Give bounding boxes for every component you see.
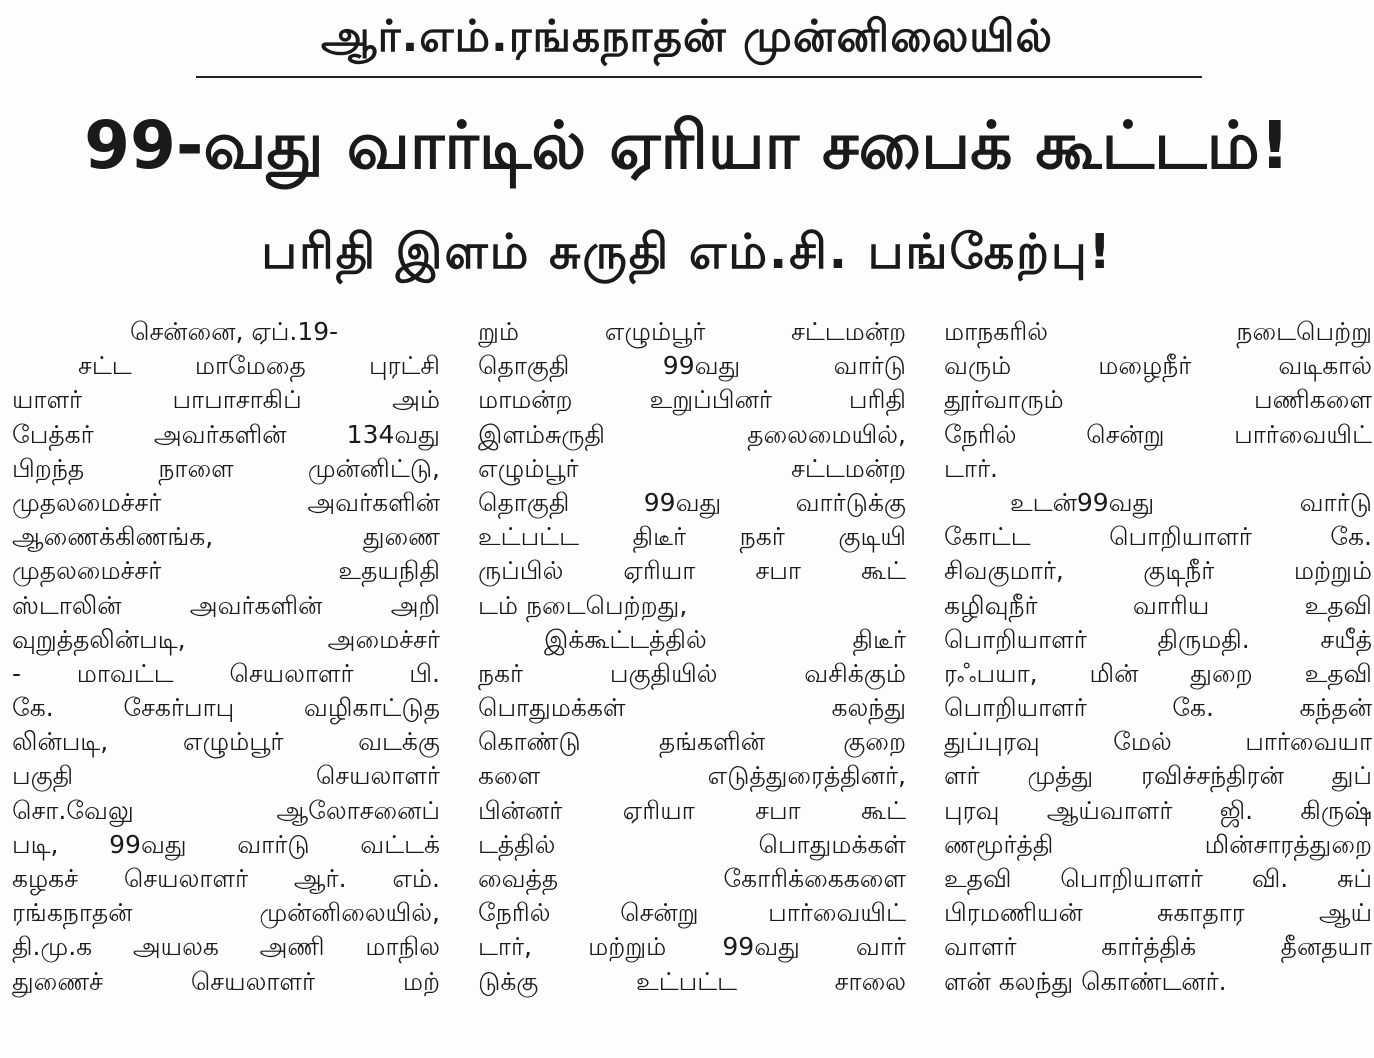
article-line: யாளர் பாபாசாகிப் அம் xyxy=(12,385,440,415)
article-line: சிவகுமார், குடிநீர் மற்றும் xyxy=(944,556,1372,586)
article-line: சொ.வேலு ஆலோசனைப் xyxy=(12,795,440,825)
article-line: ஸ்டாலின் அவர்களின் அறி xyxy=(12,590,440,620)
kicker-line: ஆர்.எம்.ரங்கநாதன் முன்னிலையில் xyxy=(320,11,1054,62)
article-line: படி, 99வது வார்டு வட்டக் xyxy=(12,829,440,859)
article-line: உதவி பொறியாளர் வி. சுப் xyxy=(944,864,1372,893)
article-line: பொதுமக்கள் கலந்து xyxy=(478,693,906,723)
headline: 99-வது வார்டில் ஏரியா சபைக் கூட்டம்! xyxy=(84,107,1290,184)
article-line: கழகச் செயலாளர் ஆர். எம். xyxy=(12,864,440,893)
article-line: சென்னை, ஏப்.19- xyxy=(130,317,339,346)
article-line: தொகுதி 99வது வார்டுக்கு xyxy=(478,487,906,517)
article-line: ரங்கநாதன் முன்னிலையில், xyxy=(12,898,440,928)
article-line: உடன்99வது வார்டு xyxy=(1010,487,1372,517)
article-line: கே. சேகர்பாபு வழிகாட்டுத xyxy=(12,693,440,723)
article-line: - மாவட்ட செயலாளர் பி. xyxy=(12,658,440,688)
article-line: நகர் பகுதியில் வசிக்கும் xyxy=(478,658,906,688)
article-line: ளர் முத்து ரவிச்சந்திரன் துப் xyxy=(944,761,1372,791)
article-line: தூர்வாரும் பணிகளை xyxy=(944,385,1372,415)
article-line: டுக்கு உட்பட்ட சாலை xyxy=(478,966,906,996)
article-line: நேரில் சென்று பார்வையிட் xyxy=(944,419,1372,449)
article-line: டார், மற்றும் 99வது வார் xyxy=(478,932,906,962)
article-line: பேத்கர் அவர்களின் 134வது xyxy=(12,419,440,449)
article-line: களை எடுத்துரைத்தினர், xyxy=(478,761,906,791)
article-line: கோட்ட பொறியாளர் கே. xyxy=(944,522,1372,552)
article-line: வரும் மழைநீர் வடிகால் xyxy=(944,351,1372,381)
article-line: றும் எழும்பூர் சட்டமன்ற xyxy=(478,317,906,346)
article-line: பின்னர் ஏரியா சபா கூட் xyxy=(478,795,906,825)
article-column-1 xyxy=(12,315,440,999)
article-line: புரவு ஆய்வாளர் ஜி. கிருஷ் xyxy=(944,795,1372,825)
article-line: இளம்சுருதி தலைமையில், xyxy=(478,419,906,449)
article-body xyxy=(12,315,1372,1050)
article-column-3 xyxy=(944,315,1372,999)
article-column-2 xyxy=(478,315,906,999)
article-line: தி.மு.க அயலக அணி மாநில xyxy=(12,932,440,962)
article-line: லின்படி, எழும்பூர் வடக்கு xyxy=(12,727,440,757)
article-line: பொறியாளர் கே. கந்தன் xyxy=(944,693,1372,723)
article-line: டார். xyxy=(944,453,998,483)
article-line: டத்தில் பொதுமக்கள் xyxy=(478,829,906,859)
article-line: இக்கூட்டத்தில் திடீர் xyxy=(544,624,906,654)
article-line: துப்புரவு மேல் பார்வையா xyxy=(944,727,1372,757)
article-line: பகுதி செயலாளர் xyxy=(12,761,440,791)
article-line: தொகுதி 99வது வார்டு xyxy=(478,351,906,381)
article-line: ளன் கலந்து கொண்டனர். xyxy=(944,966,1227,996)
article-line: வாளர் கார்த்திக் தீனதயா xyxy=(944,932,1372,962)
article-line: மாமன்ற உறுப்பினர் பரிதி xyxy=(478,385,906,415)
article-line: நேரில் சென்று பார்வையிட் xyxy=(478,898,906,928)
article-line: முதலமைச்சர் உதயநிதி xyxy=(12,556,440,586)
article-line: கழிவுநீர் வாரிய உதவி xyxy=(944,590,1372,620)
article-line: சட்ட மாமேதை புரட்சி xyxy=(78,351,440,381)
article-line: பிரமணியன் சுகாதார ஆய் xyxy=(944,898,1372,928)
article-line: ஆணைக்கிணங்க, துணை xyxy=(12,522,440,552)
article-line: வைத்த கோரிக்கைகளை xyxy=(478,864,906,893)
article-line: துணைச் செயலாளர் மற் xyxy=(12,966,440,996)
article-line: உட்பட்ட திடீர் நகர் குடியி xyxy=(478,522,906,552)
article-line: எழும்பூர் சட்டமன்ற xyxy=(478,453,906,483)
article-line: ரஃபயா, மின் துறை உதவி xyxy=(944,658,1372,688)
article-line: முதலமைச்சர் அவர்களின் xyxy=(12,487,440,517)
article-line: ணமூர்த்தி மின்சாரத்துறை xyxy=(944,829,1372,859)
kicker-rule xyxy=(196,76,1202,78)
article-line: ருப்பில் ஏரியா சபா கூட் xyxy=(478,556,906,586)
article-line: பொறியாளர் திருமதி. சயீத் xyxy=(944,624,1372,654)
subheadline: பரிதி இளம் சுருதி எம்.சி. பங்கேற்பு! xyxy=(261,224,1113,280)
article-line: கொண்டு தங்களின் குறை xyxy=(478,727,906,757)
article-line: டம் நடைபெற்றது, xyxy=(478,590,688,620)
article-line: பிறந்த நாளை முன்னிட்டு, xyxy=(12,453,440,483)
article-line: மாநகரில் நடைபெற்று xyxy=(944,317,1372,346)
article-line: வுறுத்தலின்படி, அமைச்சர் xyxy=(12,624,440,654)
